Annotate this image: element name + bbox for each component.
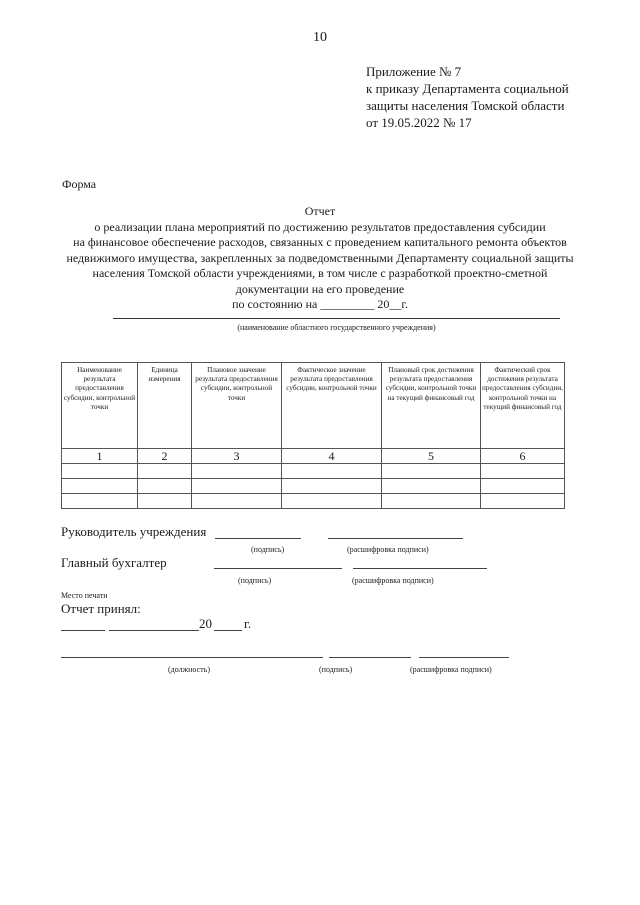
column-header: Фактическое значение результата предоставления субсидии, контрольной точки	[282, 363, 382, 449]
acceptor-decoding-caption: (расшифровка подписи)	[410, 665, 492, 674]
table-cell[interactable]	[192, 464, 282, 479]
institution-caption: (наименование областного государственного учреждения)	[237, 323, 436, 332]
column-header: Плановое значение результата предоставления субсидии, контрольной точки	[192, 363, 282, 449]
column-header: Плановый срок достижения результата предоставления субсидии, контрольной точки на текущий финансовый год	[382, 363, 481, 449]
accountant-signature-caption: (подпись)	[238, 576, 272, 585]
report-table	[61, 362, 565, 509]
table-cell[interactable]	[62, 479, 138, 494]
table-row[interactable]	[62, 479, 565, 494]
table-row[interactable]	[62, 464, 565, 479]
acceptor-signature-field[interactable]	[329, 657, 411, 658]
head-signature-caption: (подпись)	[251, 545, 285, 554]
report-title: Отчет	[304, 204, 336, 218]
table-cell[interactable]	[382, 464, 481, 479]
column-header: Наименование результата предоставления субсидии, контрольной точки	[62, 363, 138, 449]
table-cell[interactable]	[481, 479, 565, 494]
accepted-year-field[interactable]	[214, 630, 242, 631]
table-cell[interactable]	[192, 479, 282, 494]
column-number: 1	[62, 449, 138, 464]
acceptor-signature-caption: (подпись)	[319, 665, 353, 674]
accountant-signature-field[interactable]	[214, 568, 342, 569]
accountant-decoding-caption: (расшифровка подписи)	[352, 576, 434, 585]
head-decoding-field[interactable]	[328, 538, 463, 539]
chief-accountant-label: Главный бухгалтер	[61, 555, 167, 570]
report-heading	[40, 204, 600, 313]
table-cell[interactable]	[481, 464, 565, 479]
accepted-date-suffix: г.	[244, 616, 252, 631]
table-row[interactable]	[62, 494, 565, 509]
report-subject-line-2: на финансовое обеспечение расходов, связанных с проведением капитального ремонта объектов	[73, 235, 567, 249]
table-cell[interactable]	[382, 494, 481, 509]
appendix-line-4: от 19.05.2022 № 17	[366, 115, 472, 130]
table-cell[interactable]	[62, 464, 138, 479]
table-cell[interactable]	[481, 494, 565, 509]
accepted-month-field[interactable]	[109, 630, 199, 631]
table-cell[interactable]	[62, 494, 138, 509]
column-header: Единица измерения	[138, 363, 192, 449]
column-header: Фактический срок достижения результата предоставления субсидии, контрольной точки на текущий финансовый год	[481, 363, 565, 449]
table-cell[interactable]	[192, 494, 282, 509]
table-cell[interactable]	[138, 479, 192, 494]
acceptor-position-field[interactable]	[61, 657, 323, 658]
table-number-row	[62, 449, 565, 464]
form-label: Форма	[62, 177, 97, 191]
report-subject-line-1: о реализации плана мероприятий по достижению результатов предоставления субсидии	[94, 219, 546, 234]
report-subject-line-5: документации на его проведение	[235, 281, 405, 296]
column-number: 4	[282, 449, 382, 464]
head-decoding-caption: (расшифровка подписи)	[347, 545, 429, 554]
head-signature-field[interactable]	[215, 538, 301, 539]
appendix-line-2: к приказу Департамента социальной	[366, 81, 569, 96]
table-header-row	[62, 363, 565, 449]
table-cell[interactable]	[138, 494, 192, 509]
accepted-day-field[interactable]	[61, 630, 105, 631]
report-subject-line-4: населения Томской области учреждениями, в том числе с разработкой проектно-сметной	[92, 266, 548, 280]
stamp-place-label: Место печати	[61, 591, 108, 600]
appendix-line-1: Приложение № 7	[366, 64, 462, 79]
page-number: 10	[313, 30, 327, 45]
position-caption: (должность)	[168, 665, 210, 674]
table-cell[interactable]	[138, 464, 192, 479]
appendix-block	[366, 63, 569, 131]
institution-name-field[interactable]	[113, 318, 560, 319]
table-cell[interactable]	[282, 479, 382, 494]
table-cell[interactable]	[382, 479, 481, 494]
column-number: 6	[481, 449, 565, 464]
accountant-decoding-field[interactable]	[353, 568, 487, 569]
acceptor-decoding-field[interactable]	[419, 657, 509, 658]
accepted-by-label: Отчет принял:	[61, 601, 141, 616]
report-subject-line-3: недвижимого имущества, закрепленных за подведомственными Департаменту социальной защиты	[66, 250, 574, 265]
accepted-date-year-prefix: 20	[199, 616, 212, 631]
table-cell[interactable]	[282, 494, 382, 509]
appendix-line-3: защиты населения Томской области	[366, 98, 565, 113]
column-number: 5	[382, 449, 481, 464]
head-of-institution-label: Руководитель учреждения	[61, 524, 207, 539]
table-cell[interactable]	[282, 464, 382, 479]
report-date-line[interactable]: по состоянию на _________ 20__г.	[232, 297, 408, 311]
column-number: 3	[192, 449, 282, 464]
column-number: 2	[138, 449, 192, 464]
